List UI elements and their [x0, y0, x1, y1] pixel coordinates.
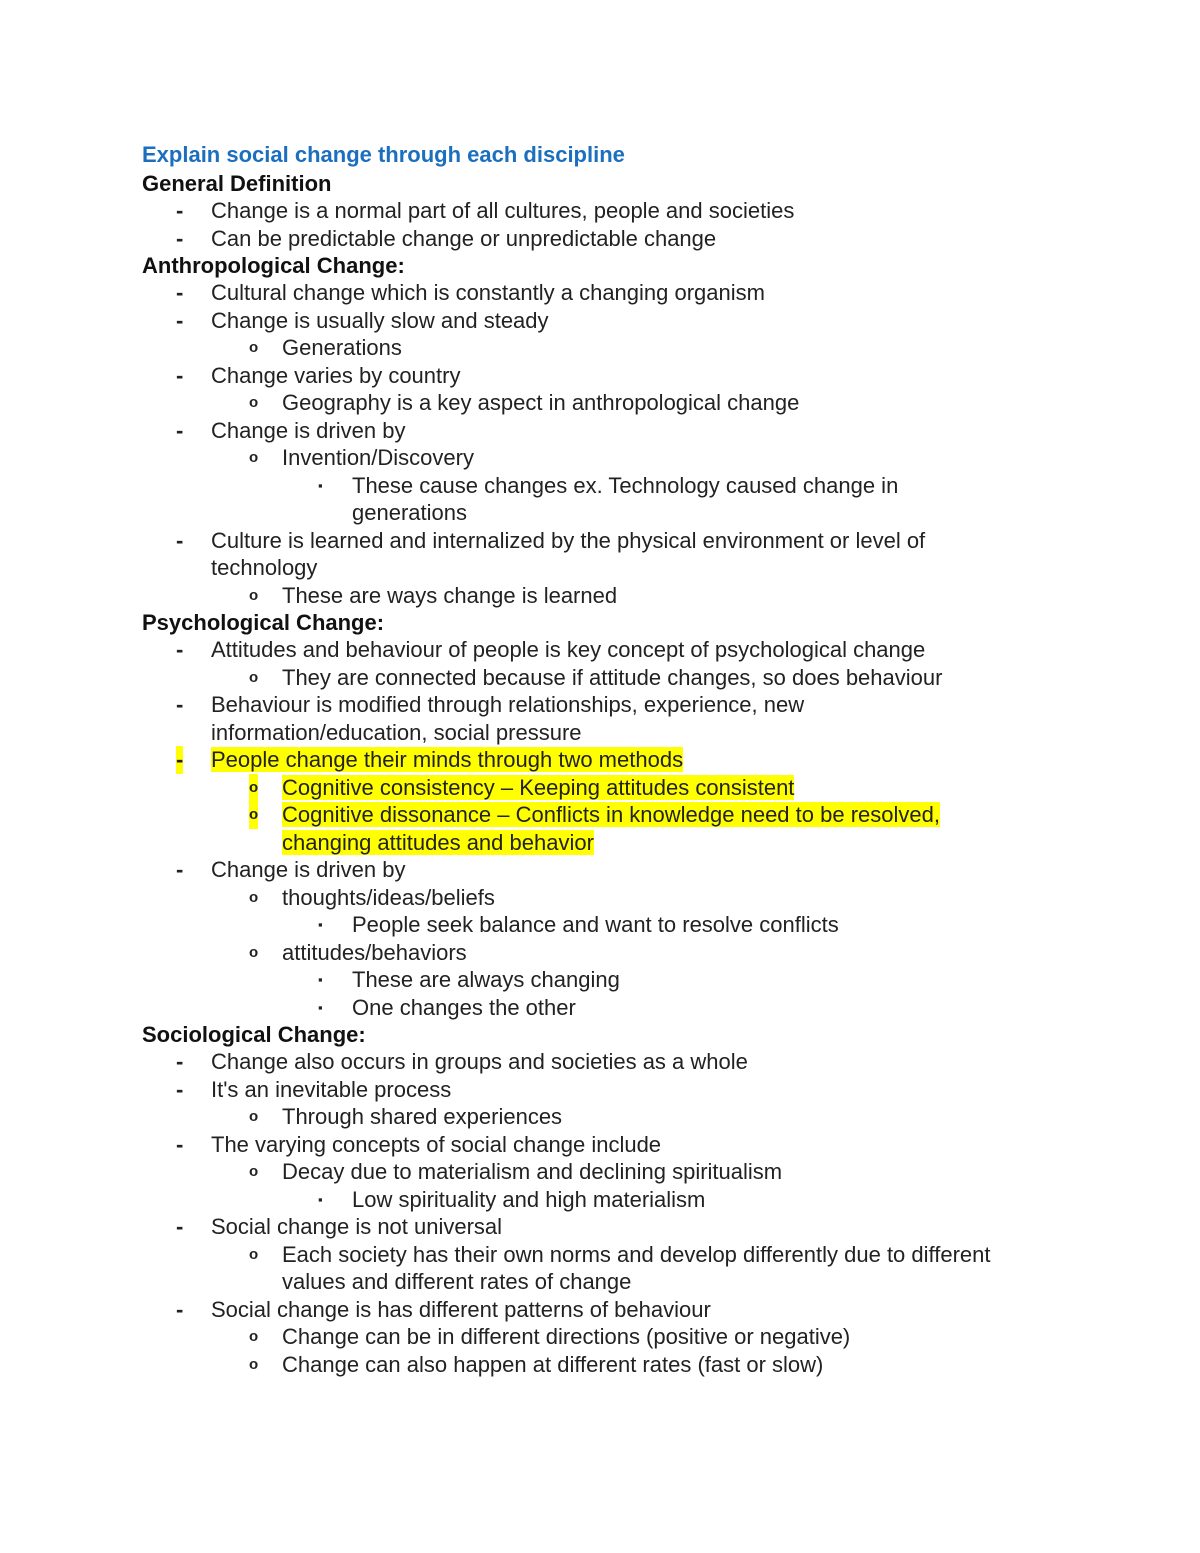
section-heading-anthropological: Anthropological Change: [142, 253, 405, 278]
highlighted-sub-list-item-continuation: changing attitudes and behavior [282, 829, 594, 855]
circle-bullet: o [249, 801, 258, 829]
list-item: - The varying concepts of social change include [176, 1131, 662, 1157]
circle-bullet: o [249, 1163, 259, 1180]
dash-bullet: - [176, 1131, 184, 1157]
dash-bullet: - [176, 1296, 184, 1322]
sub-list-item: o Invention/Discovery [249, 445, 474, 470]
dash-bullet: - [176, 198, 184, 223]
circle-bullet: o [249, 1108, 259, 1125]
section-heading-general: General Definition [142, 171, 332, 196]
dash-bullet: - [176, 857, 184, 882]
document-title: Explain social change through each discipline [142, 142, 625, 167]
dash-bullet: - [176, 1049, 184, 1074]
list-item: - Attitudes and behaviour of people is key concept of psychological change [176, 637, 926, 662]
sub-sub-list-item: ▪ Low spirituality and high materialism [318, 1186, 706, 1212]
sub-list-item: o Generations [249, 335, 402, 360]
dash-bullet: - [176, 692, 184, 717]
list-item-continuation: technology [211, 555, 318, 580]
circle-bullet: o [249, 1355, 259, 1373]
circle-bullet: o [249, 1328, 259, 1345]
list-item: - Change is a normal part of all cultures, people and societies [176, 198, 795, 223]
sub-list-item: o They are connected because if attitude changes, so does behaviour [249, 664, 943, 690]
highlighted-sub-list-item: o Cognitive dissonance – Conflicts in knowledge need to be resolved, [249, 802, 940, 827]
list-item-continuation: information/education, social pressure [211, 719, 582, 745]
list-item: - Can be predictable change or unpredictable change [176, 225, 717, 251]
list-item: - Change is driven by [176, 417, 406, 443]
sub-list-item: o Change can also happen at different rates (fast or slow) [249, 1351, 824, 1377]
sub-sub-list-item-continuation: generations [352, 500, 467, 525]
list-item: - Change is usually slow and steady [176, 307, 549, 333]
list-item: - Culture is learned and internalized by the physical environment or level of [176, 527, 926, 553]
section-heading-sociological: Sociological Change: [142, 1022, 366, 1047]
dash-bullet: - [176, 225, 184, 251]
circle-bullet: o [249, 888, 259, 906]
list-item: - Behaviour is modified through relationships, experience, new [176, 692, 805, 717]
sub-list-item: o Decay due to materialism and declining spiritualism [249, 1159, 783, 1184]
sub-sub-list-item: ▪ These are always changing [318, 967, 620, 992]
dash-bullet: - [176, 747, 184, 772]
list-item: - Cultural change which is constantly a changing organism [176, 280, 765, 305]
sub-list-item: o Through shared experiences [249, 1104, 563, 1129]
square-bullet: ▪ [318, 477, 323, 493]
dash-bullet: - [176, 280, 184, 305]
square-bullet: ▪ [318, 917, 323, 932]
sub-sub-list-item: ▪ These cause changes ex. Technology caused change in [318, 472, 899, 498]
dash-bullet: - [176, 362, 184, 388]
sub-list-item: o Change can be in different directions (positive or negative) [249, 1324, 851, 1349]
circle-bullet: o [249, 449, 259, 466]
highlighted-list-item: - People change their minds through two methods [176, 747, 684, 772]
dash-bullet: - [176, 307, 184, 333]
highlighted-sub-list-item: o Cognitive consistency – Keeping attitudes consistent [249, 774, 795, 800]
sub-sub-list-item: ▪ One changes the other [318, 994, 576, 1020]
square-bullet: ▪ [318, 972, 323, 987]
sub-list-item: o Geography is a key aspect in anthropological change [249, 390, 800, 415]
list-item: - Change varies by country [176, 362, 461, 388]
sub-list-item: o attitudes/behaviors [249, 939, 467, 965]
circle-bullet: o [249, 1245, 259, 1263]
circle-bullet: o [249, 394, 259, 411]
list-item: - Change is driven by [176, 857, 406, 882]
dash-bullet: - [176, 637, 184, 662]
document-page [142, 140, 1102, 1378]
sub-list-item-continuation: values and different rates of change [282, 1269, 632, 1294]
circle-bullet: o [249, 339, 259, 356]
dash-bullet: - [176, 527, 184, 553]
circle-bullet: o [249, 943, 259, 961]
square-bullet: ▪ [318, 999, 323, 1015]
dash-bullet: - [176, 1076, 184, 1102]
list-item: - Change also occurs in groups and societies as a whole [176, 1049, 748, 1074]
circle-bullet: o [249, 668, 259, 686]
sub-sub-list-item: ▪ People seek balance and want to resolve conflicts [318, 912, 839, 937]
square-bullet: ▪ [318, 1191, 323, 1207]
dash-bullet: - [176, 417, 184, 443]
circle-bullet: o [249, 774, 258, 802]
dash-bullet: - [176, 1214, 184, 1239]
sub-list-item: o thoughts/ideas/beliefs [249, 884, 495, 910]
sub-list-item: o These are ways change is learned [249, 582, 618, 608]
section-heading-psychological: Psychological Change: [142, 610, 385, 635]
list-item: - It's an inevitable process [176, 1076, 452, 1102]
list-item: - Social change is not universal [176, 1214, 503, 1239]
circle-bullet: o [249, 586, 259, 604]
list-item: - Social change is has different patterns of behaviour [176, 1296, 711, 1322]
sub-list-item: o Each society has their own norms and develop differently due to different [249, 1241, 991, 1267]
